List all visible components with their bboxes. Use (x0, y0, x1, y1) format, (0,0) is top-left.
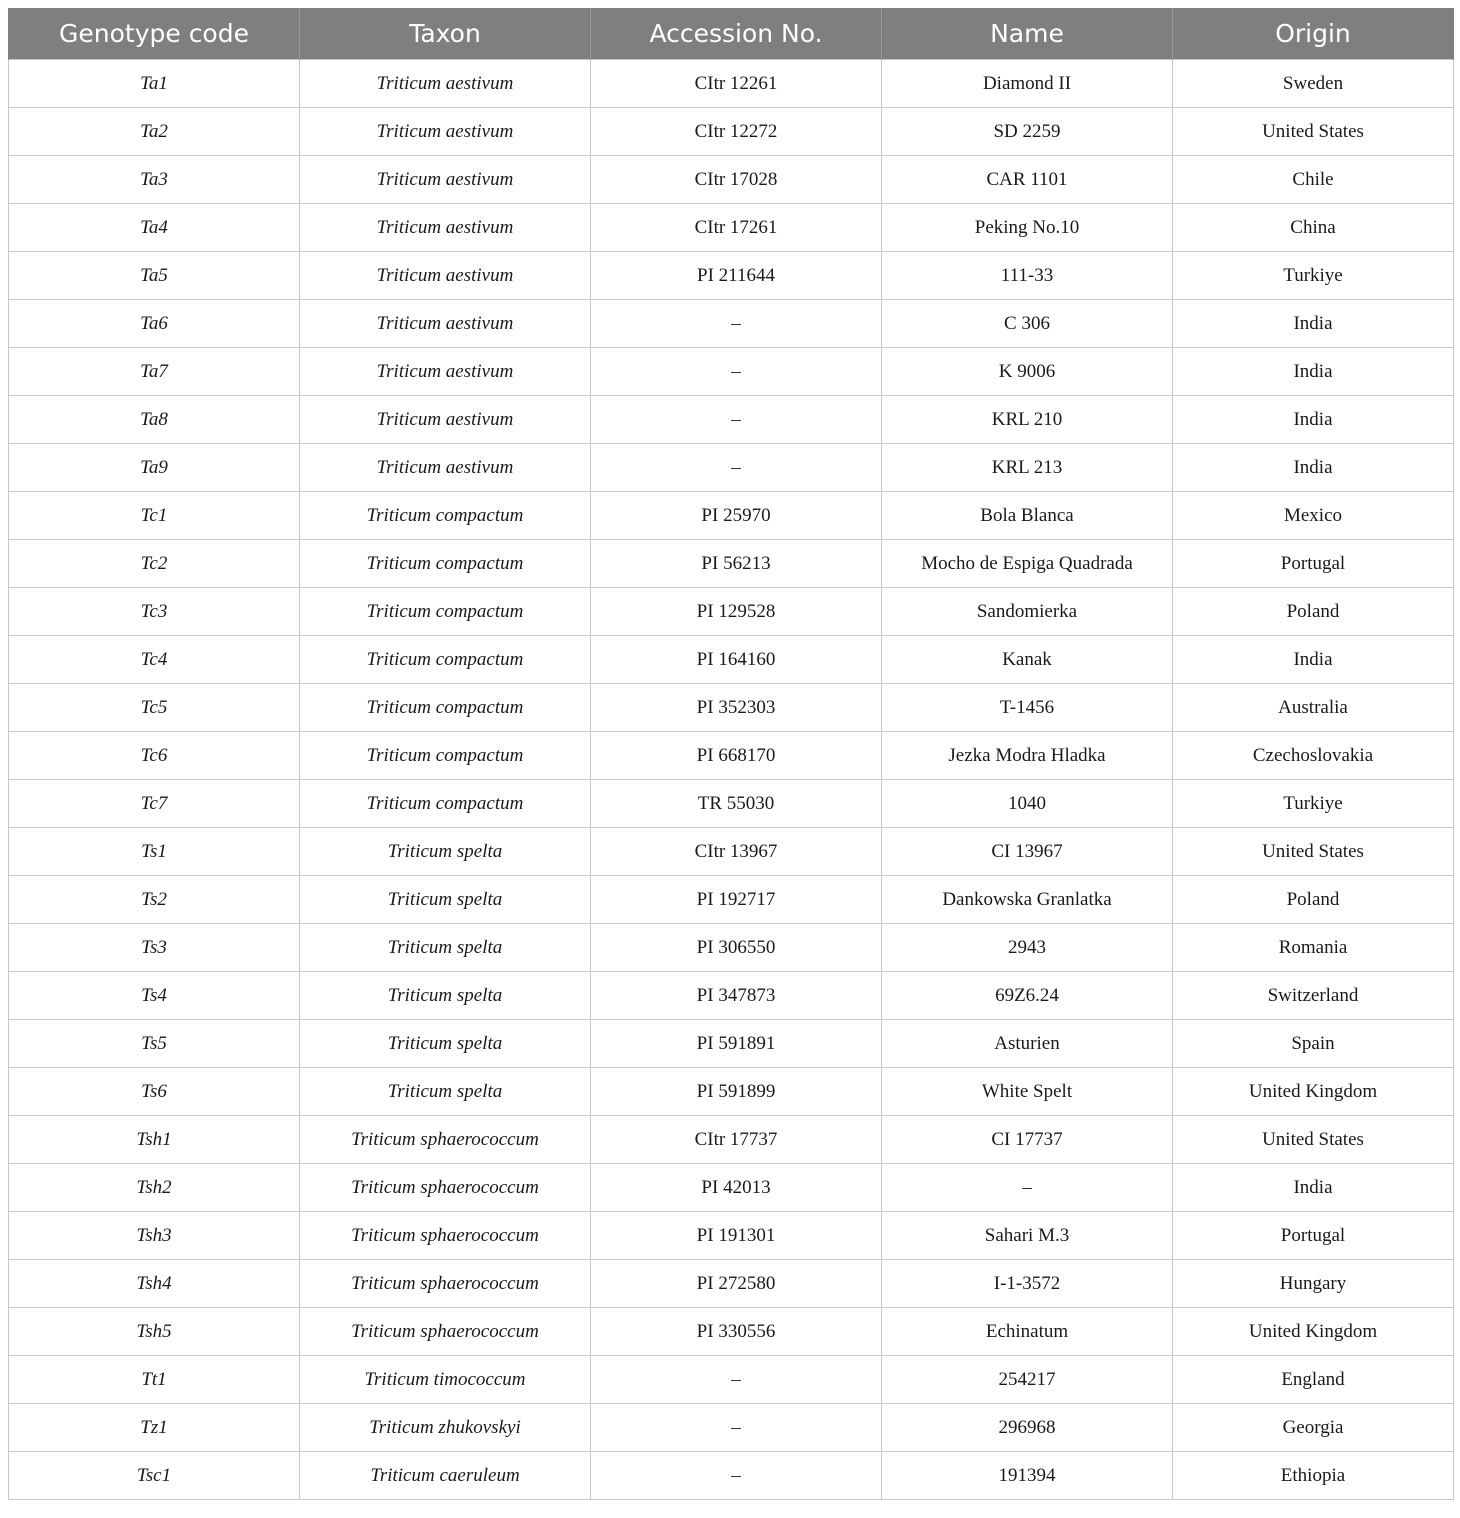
cell-genotype-code: Ts6 (9, 1068, 300, 1116)
cell-genotype-code: Tc6 (9, 732, 300, 780)
cell-accession-no: CItr 12272 (591, 108, 882, 156)
cell-accession-no: PI 56213 (591, 540, 882, 588)
cell-name: KRL 213 (882, 444, 1173, 492)
table-row (9, 1452, 1454, 1500)
cell-accession-no: PI 191301 (591, 1212, 882, 1260)
table-row (9, 108, 1454, 156)
cell-origin: Georgia (1173, 1404, 1454, 1452)
cell-taxon: Triticum zhukovskyi (300, 1404, 591, 1452)
cell-origin: Sweden (1173, 60, 1454, 108)
cell-taxon: Triticum timococcum (300, 1356, 591, 1404)
cell-taxon: Triticum compactum (300, 684, 591, 732)
cell-origin: Ethiopia (1173, 1452, 1454, 1500)
cell-taxon: Triticum aestivum (300, 204, 591, 252)
cell-origin: India (1173, 1164, 1454, 1212)
table-header (9, 8, 1454, 60)
cell-name: Jezka Modra Hladka (882, 732, 1173, 780)
table-row (9, 348, 1454, 396)
header-accession-no: Accession No. (591, 8, 882, 60)
cell-genotype-code: Tsh1 (9, 1116, 300, 1164)
cell-name: Echinatum (882, 1308, 1173, 1356)
cell-origin: India (1173, 636, 1454, 684)
cell-origin: Poland (1173, 876, 1454, 924)
table-row (9, 684, 1454, 732)
cell-genotype-code: Ta7 (9, 348, 300, 396)
cell-name: – (882, 1164, 1173, 1212)
cell-accession-no: TR 55030 (591, 780, 882, 828)
cell-taxon: Triticum compactum (300, 732, 591, 780)
header-row (9, 8, 1454, 60)
cell-genotype-code: Tc1 (9, 492, 300, 540)
cell-name: Dankowska Granlatka (882, 876, 1173, 924)
cell-accession-no: CItr 17737 (591, 1116, 882, 1164)
cell-accession-no: PI 129528 (591, 588, 882, 636)
cell-taxon: Triticum compactum (300, 540, 591, 588)
cell-genotype-code: Ta4 (9, 204, 300, 252)
cell-name: SD 2259 (882, 108, 1173, 156)
cell-name: CI 13967 (882, 828, 1173, 876)
cell-accession-no: PI 591899 (591, 1068, 882, 1116)
cell-name: CAR 1101 (882, 156, 1173, 204)
cell-accession-no: PI 164160 (591, 636, 882, 684)
cell-accession-no: CItr 13967 (591, 828, 882, 876)
table-row (9, 60, 1454, 108)
cell-origin: Chile (1173, 156, 1454, 204)
table-row (9, 732, 1454, 780)
cell-accession-no: PI 211644 (591, 252, 882, 300)
cell-accession-no: CItr 12261 (591, 60, 882, 108)
table-row (9, 1308, 1454, 1356)
cell-genotype-code: Tsh2 (9, 1164, 300, 1212)
cell-name: Sahari M.3 (882, 1212, 1173, 1260)
cell-accession-no: PI 352303 (591, 684, 882, 732)
table-row (9, 1404, 1454, 1452)
header-name: Name (882, 8, 1173, 60)
cell-name: 2943 (882, 924, 1173, 972)
cell-accession-no: CItr 17261 (591, 204, 882, 252)
cell-accession-no: PI 591891 (591, 1020, 882, 1068)
cell-genotype-code: Tsc1 (9, 1452, 300, 1500)
cell-genotype-code: Tc4 (9, 636, 300, 684)
table-row (9, 156, 1454, 204)
cell-origin: Switzerland (1173, 972, 1454, 1020)
cell-name: Asturien (882, 1020, 1173, 1068)
cell-origin: United States (1173, 108, 1454, 156)
cell-origin: Mexico (1173, 492, 1454, 540)
cell-accession-no: – (591, 1452, 882, 1500)
table-row (9, 588, 1454, 636)
cell-taxon: Triticum aestivum (300, 300, 591, 348)
cell-origin: Czechoslovakia (1173, 732, 1454, 780)
cell-taxon: Triticum spelta (300, 876, 591, 924)
cell-name: K 9006 (882, 348, 1173, 396)
table-row (9, 1164, 1454, 1212)
table-row (9, 444, 1454, 492)
cell-genotype-code: Ta9 (9, 444, 300, 492)
cell-origin: Poland (1173, 588, 1454, 636)
cell-origin: United Kingdom (1173, 1068, 1454, 1116)
header-taxon: Taxon (300, 8, 591, 60)
table-row (9, 492, 1454, 540)
cell-accession-no: – (591, 348, 882, 396)
table-row (9, 1068, 1454, 1116)
cell-genotype-code: Tc7 (9, 780, 300, 828)
cell-taxon: Triticum sphaerococcum (300, 1164, 591, 1212)
cell-name: Kanak (882, 636, 1173, 684)
cell-accession-no: – (591, 444, 882, 492)
cell-taxon: Triticum sphaerococcum (300, 1308, 591, 1356)
cell-genotype-code: Tc3 (9, 588, 300, 636)
cell-name: T-1456 (882, 684, 1173, 732)
cell-origin: India (1173, 444, 1454, 492)
cell-name: KRL 210 (882, 396, 1173, 444)
cell-genotype-code: Tsh5 (9, 1308, 300, 1356)
cell-taxon: Triticum sphaerococcum (300, 1260, 591, 1308)
table-row (9, 828, 1454, 876)
table-row (9, 1116, 1454, 1164)
cell-accession-no: – (591, 396, 882, 444)
cell-name: 111-33 (882, 252, 1173, 300)
cell-taxon: Triticum sphaerococcum (300, 1116, 591, 1164)
cell-genotype-code: Ts2 (9, 876, 300, 924)
cell-accession-no: – (591, 1404, 882, 1452)
cell-genotype-code: Ts3 (9, 924, 300, 972)
header-genotype-code: Genotype code (9, 8, 300, 60)
genotype-table-container (8, 8, 1453, 1500)
cell-taxon: Triticum compactum (300, 780, 591, 828)
cell-accession-no: PI 42013 (591, 1164, 882, 1212)
cell-origin: India (1173, 396, 1454, 444)
cell-name: 296968 (882, 1404, 1173, 1452)
table-row (9, 300, 1454, 348)
cell-name: 1040 (882, 780, 1173, 828)
cell-origin: India (1173, 300, 1454, 348)
cell-name: I-1-3572 (882, 1260, 1173, 1308)
cell-origin: India (1173, 348, 1454, 396)
cell-name: 191394 (882, 1452, 1173, 1500)
cell-origin: China (1173, 204, 1454, 252)
cell-name: C 306 (882, 300, 1173, 348)
cell-taxon: Triticum compactum (300, 492, 591, 540)
table-row (9, 252, 1454, 300)
table-row (9, 1356, 1454, 1404)
cell-taxon: Triticum spelta (300, 828, 591, 876)
table-row (9, 1020, 1454, 1068)
cell-genotype-code: Ta8 (9, 396, 300, 444)
cell-name: 254217 (882, 1356, 1173, 1404)
cell-origin: United Kingdom (1173, 1308, 1454, 1356)
cell-accession-no: PI 192717 (591, 876, 882, 924)
table-row (9, 1260, 1454, 1308)
cell-origin: Spain (1173, 1020, 1454, 1068)
cell-genotype-code: Ts5 (9, 1020, 300, 1068)
cell-taxon: Triticum aestivum (300, 60, 591, 108)
table-row (9, 204, 1454, 252)
cell-taxon: Triticum aestivum (300, 156, 591, 204)
cell-taxon: Triticum spelta (300, 972, 591, 1020)
cell-genotype-code: Ta1 (9, 60, 300, 108)
cell-accession-no: PI 272580 (591, 1260, 882, 1308)
cell-origin: Portugal (1173, 1212, 1454, 1260)
cell-name: White Spelt (882, 1068, 1173, 1116)
cell-genotype-code: Ta3 (9, 156, 300, 204)
cell-genotype-code: Ta5 (9, 252, 300, 300)
cell-genotype-code: Ts4 (9, 972, 300, 1020)
cell-name: Diamond II (882, 60, 1173, 108)
table-row (9, 924, 1454, 972)
cell-genotype-code: Tc2 (9, 540, 300, 588)
cell-genotype-code: Tsh4 (9, 1260, 300, 1308)
cell-origin: Portugal (1173, 540, 1454, 588)
cell-name: 69Z6.24 (882, 972, 1173, 1020)
cell-taxon: Triticum sphaerococcum (300, 1212, 591, 1260)
cell-taxon: Triticum aestivum (300, 108, 591, 156)
cell-origin: Australia (1173, 684, 1454, 732)
table-row (9, 780, 1454, 828)
cell-name: Bola Blanca (882, 492, 1173, 540)
cell-accession-no: PI 330556 (591, 1308, 882, 1356)
table-row (9, 876, 1454, 924)
cell-accession-no: PI 25970 (591, 492, 882, 540)
cell-origin: Hungary (1173, 1260, 1454, 1308)
cell-taxon: Triticum caeruleum (300, 1452, 591, 1500)
cell-origin: Romania (1173, 924, 1454, 972)
cell-origin: United States (1173, 1116, 1454, 1164)
cell-name: Mocho de Espiga Quadrada (882, 540, 1173, 588)
cell-taxon: Triticum compactum (300, 636, 591, 684)
table-row (9, 636, 1454, 684)
cell-genotype-code: Ta6 (9, 300, 300, 348)
cell-genotype-code: Ts1 (9, 828, 300, 876)
table-row (9, 396, 1454, 444)
table-row (9, 972, 1454, 1020)
cell-origin: United States (1173, 828, 1454, 876)
table-row (9, 1212, 1454, 1260)
cell-accession-no: PI 347873 (591, 972, 882, 1020)
cell-taxon: Triticum compactum (300, 588, 591, 636)
cell-name: Peking No.10 (882, 204, 1173, 252)
cell-genotype-code: Tsh3 (9, 1212, 300, 1260)
cell-taxon: Triticum spelta (300, 1068, 591, 1116)
cell-origin: Turkiye (1173, 252, 1454, 300)
cell-accession-no: – (591, 1356, 882, 1404)
cell-accession-no: PI 306550 (591, 924, 882, 972)
cell-accession-no: CItr 17028 (591, 156, 882, 204)
header-origin: Origin (1173, 8, 1454, 60)
cell-taxon: Triticum aestivum (300, 444, 591, 492)
cell-taxon: Triticum spelta (300, 924, 591, 972)
cell-taxon: Triticum aestivum (300, 348, 591, 396)
cell-taxon: Triticum aestivum (300, 396, 591, 444)
cell-genotype-code: Tz1 (9, 1404, 300, 1452)
cell-taxon: Triticum aestivum (300, 252, 591, 300)
cell-taxon: Triticum spelta (300, 1020, 591, 1068)
table-row (9, 540, 1454, 588)
cell-name: Sandomierka (882, 588, 1173, 636)
cell-accession-no: – (591, 300, 882, 348)
table-body (9, 60, 1454, 1500)
cell-genotype-code: Tc5 (9, 684, 300, 732)
cell-accession-no: PI 668170 (591, 732, 882, 780)
cell-origin: Turkiye (1173, 780, 1454, 828)
genotype-table (8, 8, 1454, 1500)
cell-name: CI 17737 (882, 1116, 1173, 1164)
cell-genotype-code: Ta2 (9, 108, 300, 156)
cell-origin: England (1173, 1356, 1454, 1404)
cell-genotype-code: Tt1 (9, 1356, 300, 1404)
